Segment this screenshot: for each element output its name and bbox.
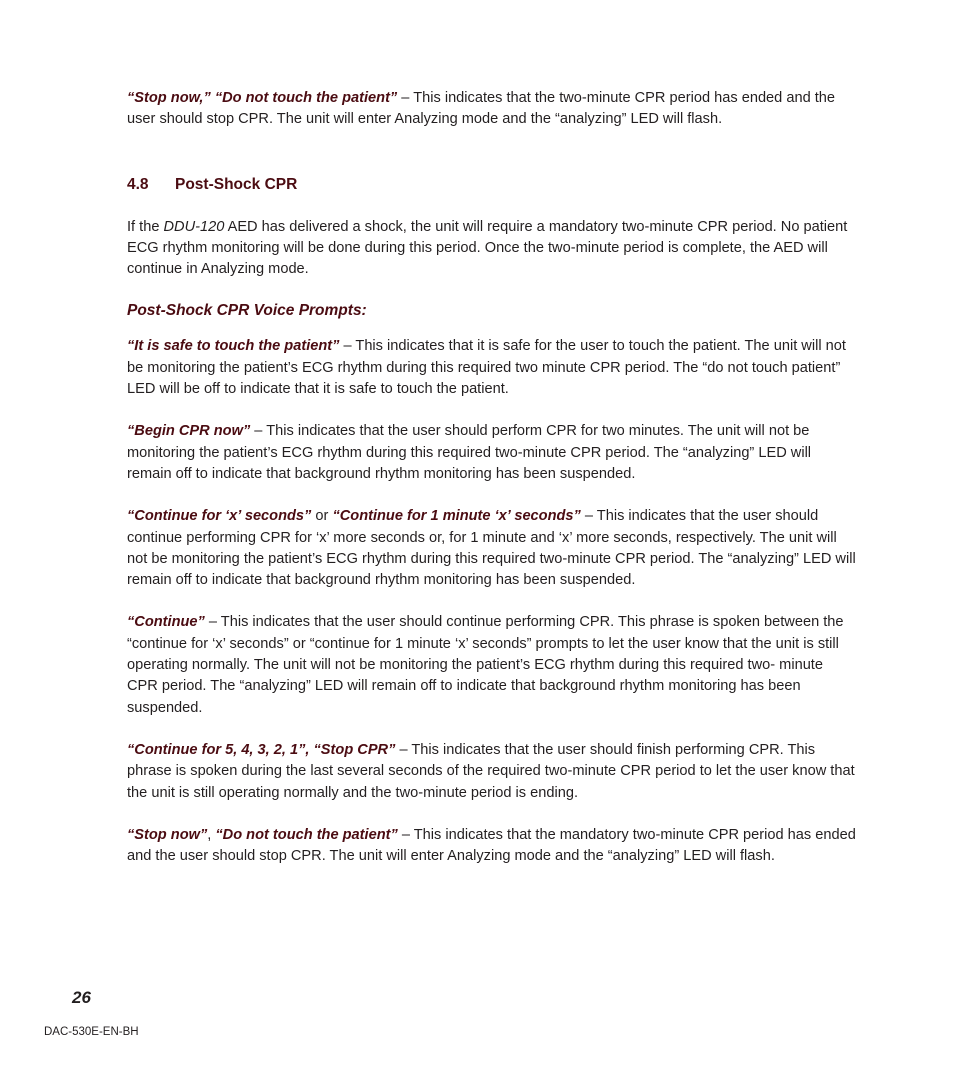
voice-prompt-item xyxy=(127,740,857,804)
voice-prompt: “Continue” xyxy=(127,614,205,631)
prompt-joiner: , xyxy=(207,826,216,843)
intro-paragraph xyxy=(127,88,857,131)
prompt-description: – This indicates that it is safe for the user to touch the patient. The unit will not be monitoring the patient’s ECG rhythm during this required two minute CPR period. The “do not touch patient” LED will be off to indicate that it is safe to touch the patient. xyxy=(127,338,846,398)
voice-prompt-item xyxy=(127,612,857,718)
voice-prompt: “Stop now,” “Do not touch the patient” xyxy=(127,90,398,106)
voice-prompt-alt: “Do not touch the patient” xyxy=(215,826,398,843)
prompt-description: – This indicates that the user should continue performing CPR for ‘x’ more seconds or, for 1 minute and ‘x’ more seconds, respectively. The unit will not be monitoring the patient’s ECG rhythm during this required two-minute CPR period. The “analyzing” LED will remain off to indicate that background rhythm monitoring has been suspended. xyxy=(127,508,856,589)
prompt-description: – This indicates that the user should finish performing CPR. This phrase is spoken during the last several seconds of the required two-minute CPR period to let the user know that the unit is still operating normally and the two-minute period is ending. xyxy=(127,741,855,801)
voice-prompt-alt: “Continue for 1 minute ‘x’ seconds” xyxy=(332,508,581,525)
prompt-description: – This indicates that the user should perform CPR for two minutes. The unit will not be monitoring the patient’s ECG rhythm during this required two-minute CPR period. The “analyzing” LED will remain off to indicate that background rhythm monitoring has been suspended. xyxy=(127,423,812,482)
voice-prompt: “Stop now” xyxy=(127,826,208,843)
voice-prompt-item xyxy=(127,506,857,591)
prompt-description: – This indicates that the two-minute CPR period has ended and the user should stop CPR. The unit will enter Analyzing mode and the “analyzing” LED will flash. xyxy=(127,90,836,128)
prompt-description: – This indicates that the mandatory two-minute CPR period has ended and the user should stop CPR. The unit will enter Analyzing mode and the “analyzing” LED will flash. xyxy=(127,826,856,865)
voice-prompt: “It is safe to touch the patient” xyxy=(127,338,340,355)
section-heading xyxy=(127,174,857,196)
voice-prompt-item xyxy=(127,421,857,485)
page-content xyxy=(127,88,857,888)
voice-prompt-item xyxy=(127,825,857,868)
voice-prompt: “Begin CPR now” xyxy=(127,423,251,440)
voice-prompt: “Continue for ‘x’ seconds” xyxy=(127,508,312,525)
voice-prompt-item xyxy=(127,336,857,400)
prompt-joiner: or xyxy=(311,508,333,525)
subsection-heading: Post-Shock CPR Voice Prompts: xyxy=(127,302,367,320)
section-title: Post-Shock CPR xyxy=(175,175,298,193)
document-code: DAC-530E-EN-BH xyxy=(44,1026,139,1038)
page-number: 26 xyxy=(72,988,91,1007)
prompt-description: – This indicates that the user should continue performing CPR. This phrase is spoken between the “continue for ‘x’ seconds” or “continue for 1 minute ‘x’ seconds” prompts to let the user know that the unit is still operating normally. The unit will not be monitoring the patient’s ECG rhythm during this required two- minute CPR period. The “analyzing” LED will remain off to indicate that background rhythm monitoring has been suspended. xyxy=(127,614,844,716)
section-number: 4.8 xyxy=(127,175,149,193)
body-text: AED has delivered a shock, the unit will require a mandatory two-minute CPR period. No patient ECG rhythm monitoring will be done during this period. Once the two-minute period is complete, the AED will continue in Analyzing mode. xyxy=(127,218,848,278)
voice-prompt: “Continue for 5, 4, 3, 2, 1”, “Stop CPR” xyxy=(127,741,396,758)
section-body xyxy=(127,217,857,281)
product-name: DDU-120 xyxy=(163,218,225,235)
body-text: If the xyxy=(127,218,164,235)
